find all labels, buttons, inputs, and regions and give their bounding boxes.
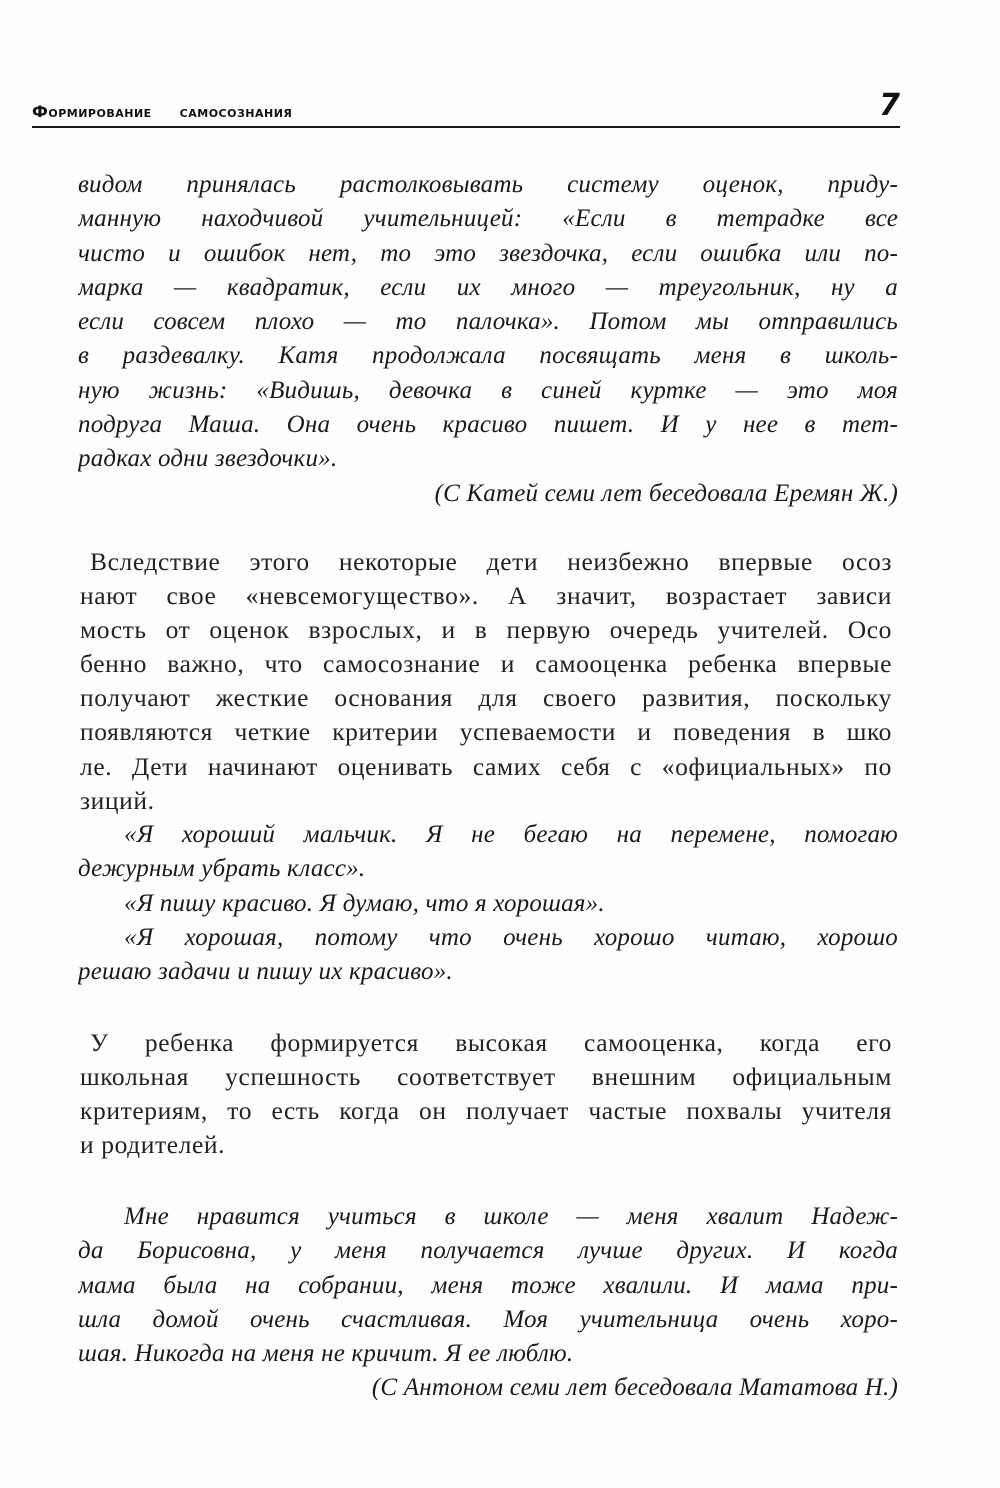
header-rule <box>32 126 900 128</box>
paragraph-line: получают жесткие основания для своего развития, поскольку <box>80 683 892 713</box>
paragraph-line: У ребенка формируется высокая самооценка, когда его <box>90 1028 892 1057</box>
quote-line: если совсем плохо — то палочка». Потом мы отправились <box>78 308 898 336</box>
body-paragraph-2 <box>80 1026 892 1162</box>
paragraph-line: появляются четкие критерии успеваемости и поведения в шко <box>80 717 892 747</box>
paragraph-line: бенно важно, что самосознание и самооценка ребенка впервые <box>80 649 892 679</box>
children-quotes <box>78 818 898 989</box>
body-paragraph-1 <box>80 545 892 818</box>
quote-line: шая. Никогда на меня не кричит. Я ее люблю. <box>78 1340 574 1368</box>
quote-line: ную жизнь: «Видишь, девочка в синей куртке — это моя <box>78 376 898 404</box>
quote-line: Мне нравится учиться в школе — меня хвалит Надеж- <box>124 1203 898 1230</box>
section-title <box>32 102 292 121</box>
paragraph-line: зиций. <box>80 785 155 815</box>
quote-line: радках одни звездочки». <box>78 445 338 473</box>
paragraph-line: мость от оценок взрослых, и в первую очередь учителей. Осо <box>80 615 892 645</box>
child-quote-line: «Я хорошая, потому что очень хорошо читаю, хорошо <box>124 923 898 951</box>
child-quote-line: «Я хороший мальчик. Я не бегаю на перемене, помогаю <box>124 821 898 848</box>
quote-line: манную находчивой учительницей: «Если в тетрадке все <box>78 205 898 233</box>
quote-anton <box>78 1200 898 1406</box>
page-number: 7 <box>879 88 900 123</box>
quote-line: чисто и ошибок нет, то это звездочка, если ошибка или по- <box>78 239 898 267</box>
section-title-word-1: Формирование <box>32 102 152 121</box>
quote-line: шла домой очень счастливая. Моя учительница очень хоро- <box>78 1305 898 1333</box>
paragraph-line: школьная успешность соответствует внешним официальным <box>80 1062 892 1092</box>
section-title-word-2: самосознания <box>179 102 293 121</box>
child-quote-line: решаю задачи и пишу их красиво». <box>78 958 453 986</box>
child-quote-line: «Я пишу красиво. Я думаю, что я хорошая». <box>124 889 605 917</box>
quote-line: подруга Маша. Она очень красиво пишет. И у нее в тет- <box>78 411 898 439</box>
quote-line: мама была на собрании, меня тоже хвалили. И мама при- <box>78 1271 898 1299</box>
quote-line: марка — квадратик, если их много — треугольник, ну а <box>78 273 898 301</box>
quote-line: да Борисовна, у меня получается лучше других. И когда <box>78 1237 898 1265</box>
paragraph-line: критериям, то есть когда он получает частые похвалы учителя <box>80 1096 892 1126</box>
paragraph-line: ле. Дети начинают оценивать самих себя с «официальных» по <box>80 751 892 781</box>
paragraph-line: Вследствие этого некоторые дети неизбежно впервые осоз <box>90 547 892 576</box>
paragraph-line: и родителей. <box>80 1130 226 1160</box>
quote-attribution: (С Антоном семи лет беседовала Мататова Н.) <box>371 1374 898 1402</box>
child-quote-line: дежурным убрать класс». <box>78 855 366 883</box>
quote-katya <box>78 168 898 511</box>
quote-attribution: (С Катей семи лет беседовала Еремян Ж.) <box>434 479 898 507</box>
running-head <box>32 88 900 128</box>
paragraph-line: нают свое «невсемогущество». А значит, возрастает зависи <box>80 581 892 611</box>
quote-line: видом принялась растолковывать систему оценок, приду- <box>78 171 898 198</box>
quote-line: в раздевалку. Катя продолжала посвящать меня в школь- <box>78 342 898 370</box>
